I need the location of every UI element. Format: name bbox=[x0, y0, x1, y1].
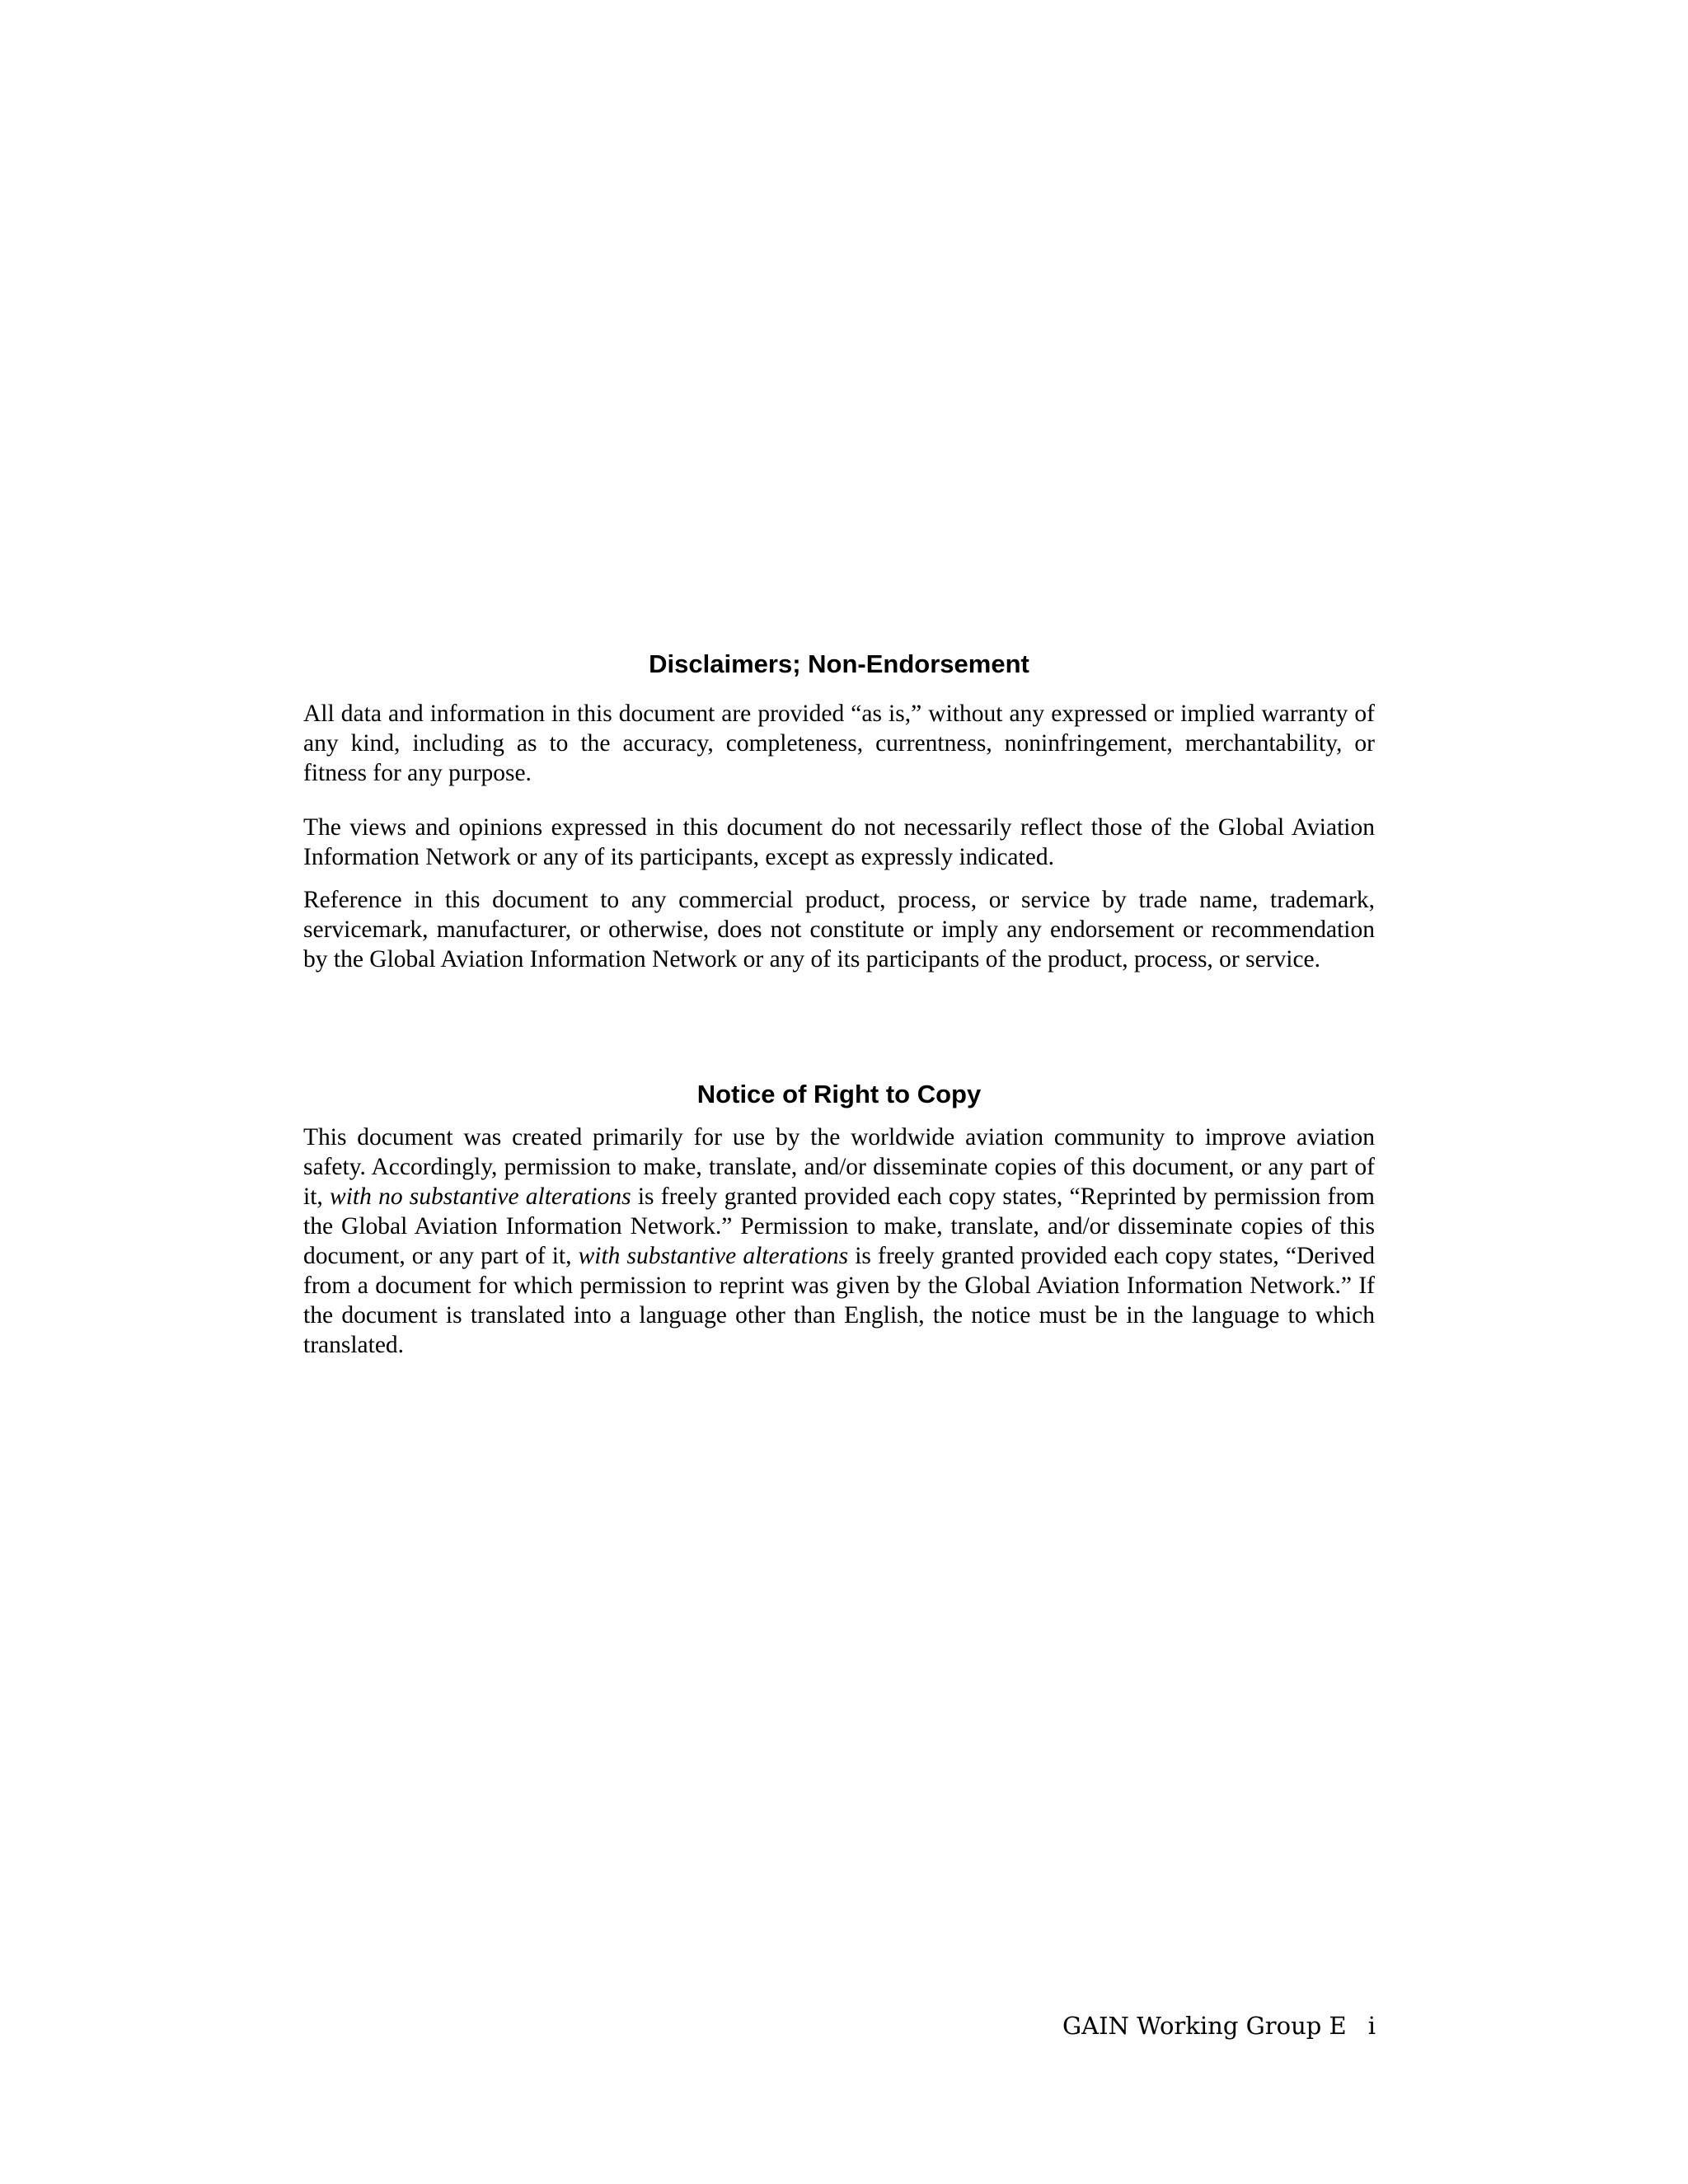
right-to-copy-heading: Notice of Right to Copy bbox=[696, 1080, 982, 1108]
right-to-copy-emphasis-alterations: with substantive alterations bbox=[578, 1243, 849, 1269]
right-to-copy-text-2: is freely granted provided each copy states, “Reprinted by permission from the Global Aviation Information Network.” Permission to make, translate, and/or disseminate copies of this document, or any part of it, bbox=[303, 1183, 1375, 1269]
disclaimer-paragraph-warranty: All data and information in this document are provided “as is,” without any expressed or implied warranty of any kind, including as to the accuracy, completeness, currentness, noninfringement, merchantability, or fitness for any purpose. bbox=[303, 701, 1375, 786]
right-to-copy-text-3: is freely granted provided each copy states, “Derived from a document for which permission to reprint was given by the Global Aviation Information Network.” If the document is translated into a language other than English, the notice must be in the language to which translated. bbox=[303, 1243, 1375, 1358]
disclaimer-paragraph-reference: Reference in this document to any commercial product, process, or service by trade name, trademark, servicemark, manufacturer, or otherwise, does not constitute or imply any endorsement or recommendation by the Global Aviation Information Network or any of its participants of the product, process, or service. bbox=[303, 887, 1375, 972]
disclaimer-paragraph-views: The views and opinions expressed in this document do not necessarily reflect those of the Global Aviation Information Network or any of its participants, except as expressly indicated. bbox=[303, 814, 1375, 870]
right-to-copy-emphasis-no-alterations: with no substantive alterations bbox=[330, 1183, 631, 1210]
right-to-copy-paragraph bbox=[303, 1122, 1375, 1360]
disclaimers-heading: Disclaimers; Non-Endorsement bbox=[649, 649, 1029, 678]
page-number: i bbox=[1367, 2012, 1376, 2040]
footer-group-name: GAIN Working Group E bbox=[1062, 2012, 1347, 2040]
right-to-copy-text-1: This document was created primarily for use by the worldwide aviation community to improve aviation safety. Accordingly, permission to make, translate, and/or disseminate copies of this document, or any part of it, bbox=[303, 1124, 1375, 1210]
page-footer bbox=[907, 2011, 1376, 2041]
